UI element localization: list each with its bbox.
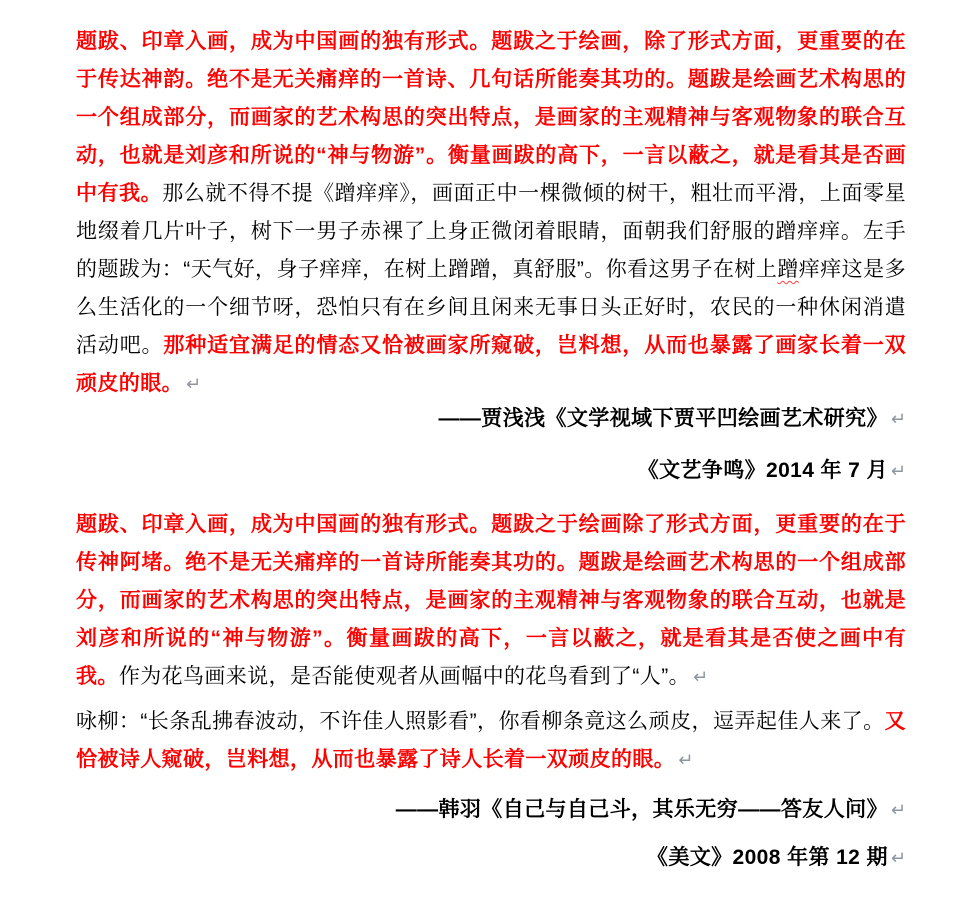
attribution-text: ——韩羽《自己与自己斗，其乐无穷——答友人问》 (395, 798, 888, 821)
paragraph-mark-icon: ↵ (890, 461, 906, 481)
attribution-1-author[interactable] (76, 400, 910, 438)
emphasis-text-run: 那种适宜满足的情态又恰被画家所窥破，岂料想，从而也暴露了画家长着一双顽皮的眼。 (76, 334, 906, 395)
paragraph-mark-icon: ↵ (186, 374, 202, 394)
excerpt-paragraph-2[interactable] (76, 506, 906, 696)
attribution-text: 《文艺争鸣》2014 年 7 月 (637, 459, 888, 482)
paragraph-mark-icon: ↵ (890, 800, 906, 820)
attribution-text: 《美文》2008 年第 12 期 (646, 846, 888, 869)
attribution-1-journal[interactable] (76, 452, 910, 490)
excerpt-paragraph-1[interactable] (76, 23, 906, 403)
spellchecked-text-run: 蹭 (777, 258, 799, 281)
paragraph-mark-icon: ↵ (678, 750, 694, 770)
body-text-run: 痒痒这是多么生活化的一个细节呀，恐怕只有在乡间且闲来无事日头正好时，农民的一种休闲消遣活动吧。 (76, 258, 906, 357)
emphasis-text-run: 题跋、印章入画，成为中国画的独有形式。题跋之于绘画除了形式方面，更重要的在于传神阿堵。绝不是无关痛痒的一首诗所能奏其功的。题跋是绘画艺术构思的一个组成部分，而画家的艺术构思的突出特点，是画家的主观精神与客观物象的联合互动，也就是刘彦和所说的“神与物游”。衡量画跋的高下，一言以蔽之，就是看其是否使之画中有我。 (76, 513, 906, 688)
attribution-text: ——贾浅浅《文学视域下贾平凹绘画艺术研究》 (438, 407, 888, 430)
emphasis-text-run: 题跋、印章入画，成为中国画的独有形式。题跋之于绘画，除了形式方面，更重要的在于传达神韵。绝不是无关痛痒的一首诗、几句话所能奏其功的。题跋是绘画艺术构思的一个组成部分，而画家的艺术构思的突出特点，是画家的主观精神与客观物象的联合互动，也就是刘彦和所说的“神与物游”。衡量画跋的高下，一言以蔽之，就是看其是否画中有我。 (76, 30, 906, 205)
excerpt-paragraph-3[interactable] (76, 703, 906, 779)
body-text-run: 那么就不得不提《蹭痒痒》，画面正中一棵微倾的树干，粗壮而平滑，上面零星地缀着几片叶子，树下一男子赤裸了上身正微闭着眼睛，面朝我们舒服的蹭痒痒。左手的题跋为：“天气好，身子痒痒，在树上蹭蹭，真舒服”。你看这男子在树上 (76, 182, 907, 281)
emphasis-text-run: 又恰被诗人窥破，岂料想，从而也暴露了诗人长着一双顽皮的眼。 (76, 710, 906, 771)
paragraph-mark-icon: ↵ (890, 848, 906, 868)
attribution-2-author[interactable] (76, 791, 910, 829)
body-text-run: 咏柳：“长条乱拂春波动，不许佳人照影看”，你看柳条竟这么顽皮，逗弄起佳人来了。 (76, 710, 885, 733)
paragraph-mark-icon: ↵ (693, 667, 709, 687)
paragraph-mark-icon: ↵ (890, 409, 906, 429)
attribution-2-journal[interactable] (76, 839, 910, 877)
body-text-run: 作为花鸟画来说，是否能使观者从画幅中的花鸟看到了“人”。 (118, 665, 690, 688)
